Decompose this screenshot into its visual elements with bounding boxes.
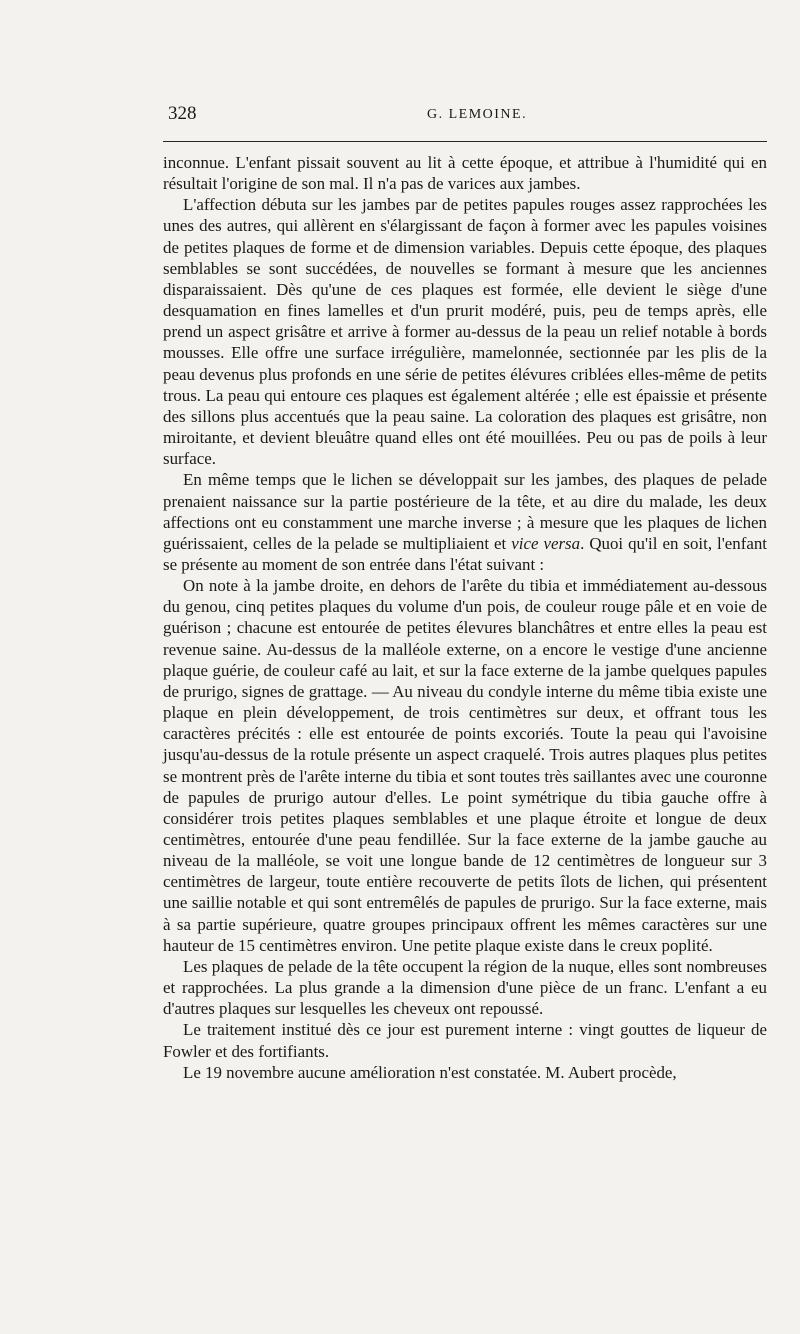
paragraph-7: Le 19 novembre aucune amélioration n'est constatée. M. Aubert procède, [183, 1062, 677, 1082]
running-head: G. LEMOINE. [427, 107, 528, 122]
paragraph-3 [163, 469, 767, 575]
paragraph-3-italic: vice versa [511, 533, 581, 553]
page-header [163, 103, 767, 137]
paragraph-3-text-after: . Quoi qu'il en soit, l'enfant se présente au moment de son entrée dans l'état suivant : [163, 533, 767, 574]
header-rule [163, 141, 767, 142]
page-number: 328 [168, 103, 197, 124]
paragraph-4: On note à la jambe droite, en dehors de l'arête du tibia et immédiatement au-dessous du genou, cinq petites plaques du volume d'un pois, de couleur rouge pâle et en voie de guérison ; chacune est entourée de petites élevures blanchâtres et entre elles la peau est revenue saine. Au-dessus de la malléole externe, on a encore le vestige d'une ancienne plaque guérie, de couleur café au lait, et sur la face externe de la jambe quelques papules de prurigo, signes de grattage. — Au niveau du condyle interne du même tibia existe une plaque en plein développement, de trois centimètres sur deux, et offrant tous les caractères précités : elle est entourée de points excoriés. Toute la peau qui l'avoisine jusqu'au-dessus de la rotule présente un aspect craquelé. Trois autres plaques plus petites se montrent près de l'arête interne du tibia et sont toutes très saillantes avec une couronne de papules de prurigo autour d'elles. Le point symétrique du tibia gauche offre à considérer trois petites plaques semblables et une plaque étroite et longue de deux centimètres, entourée d'une peau fendillée. Sur la face externe de la jambe gauche au niveau de la malléole, se voit une longue bande de 12 centimètres de longueur sur 3 centimètres de largeur, toute entière recouverte de petits îlots de lichen, qui présentent une saillie notable et qui sont entremêlés de papules de prurigo. Sur la face externe, mais à sa partie supérieure, quatre groupes principaux offrent les mêmes caractères sur une hauteur de 15 centimètres environ. Une petite plaque existe dans le creux poplité. [163, 576, 767, 955]
paragraph-2: L'affection débuta sur les jambes par de petites papules rouges assez rapprochées les unes des autres, qui allèrent en s'élargissant de façon à former avec les papules voisines de petites plaques de forme et de dimension variables. Depuis cette époque, des plaques semblables se sont succédées, de nouvelles se formant à mesure que les anciennes disparaissaient. Dès qu'une de ces plaques est formée, elle devient le siège d'une desquamation en fines lamelles et d'un prurit modéré, puis, peu de temps après, elle prend un aspect grisâtre et arrive à former au-dessus de la peau un relief notable à bords mousses. Elle offre une surface irrégulière, mamelonnée, sectionnée par les plis de la peau devenus plus profonds en une série de petites élévures criblées elles-même de petits trous. La peau qui entoure ces plaques est également altérée ; elle est épaissie et présente des sillons plus accentués que la peau saine. La coloration des plaques est grisâtre, non miroitante, et devient bleuâtre quand elles ont été mouillées. Peu ou pas de poils à leur surface. [163, 195, 767, 469]
paragraph-1: inconnue. L'enfant pissait souvent au lit à cette époque, et attribue à l'humidité qui en résultait l'origine de son mal. Il n'a pas de varices aux jambes. [163, 153, 767, 194]
paragraph-3-text-before: En même temps que le lichen se développait sur les jambes, des plaques de pelade prenaient naissance sur la partie postérieure de la tête, et au dire du malade, les deux affections ont eu constamment une marche inverse ; à mesure que les plaques de lichen guérissaient, celles de la pelade se multipliaient et [163, 470, 767, 553]
paragraph-6: Le traitement institué dès ce jour est purement interne : vingt gouttes de liqueur de Fowler et des fortifiants. [163, 1020, 767, 1061]
body-text [163, 152, 767, 1083]
paragraph-5: Les plaques de pelade de la tête occupent la région de la nuque, elles sont nombreuses et rapprochées. La plus grande a la dimension d'une pièce de un franc. L'enfant a eu d'autres plaques sur lesquelles les cheveux ont repoussé. [163, 956, 767, 1019]
